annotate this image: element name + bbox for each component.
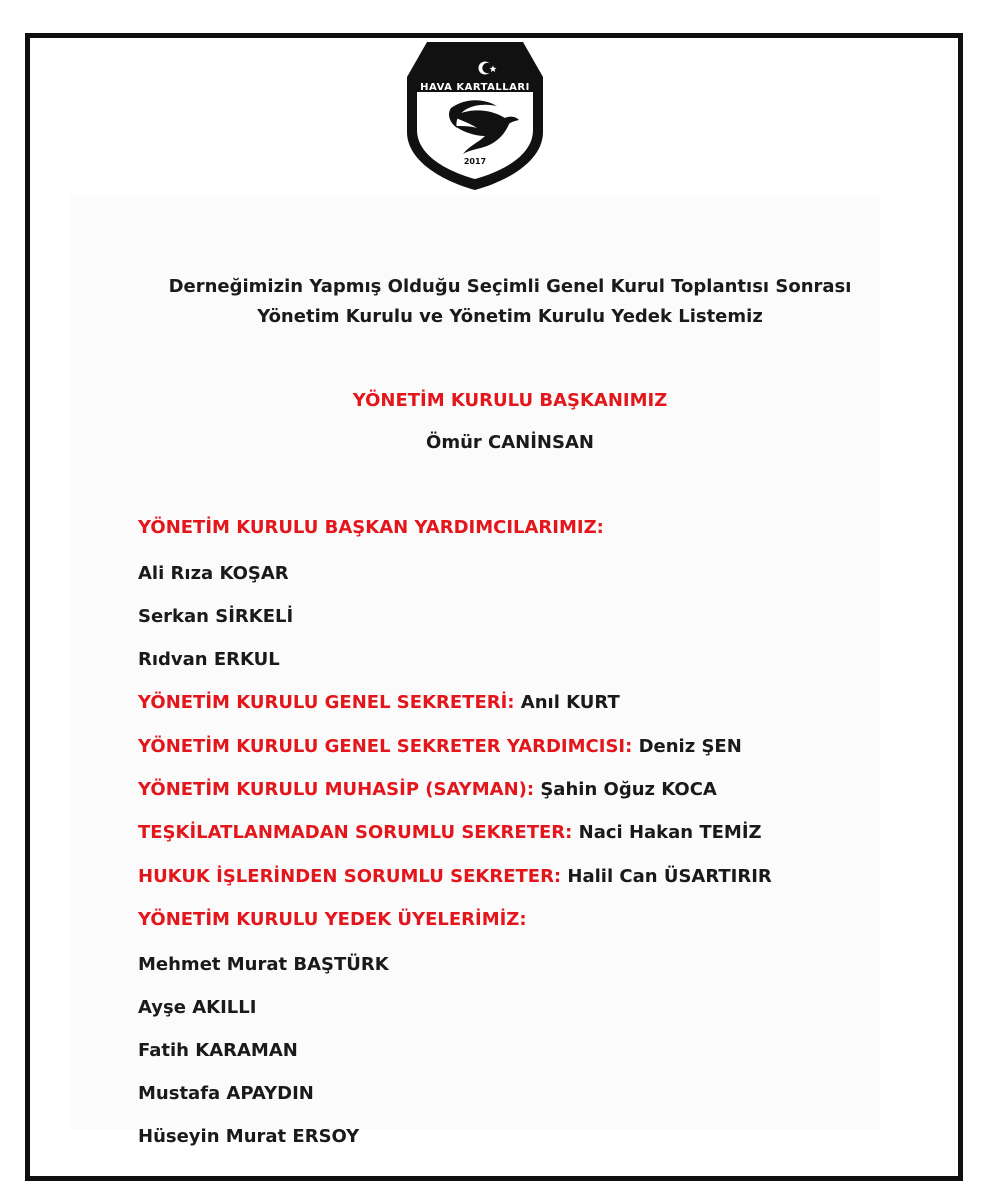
vice-president-name: Rıdvan ERKUL bbox=[138, 649, 280, 670]
logo-year: 2017 bbox=[463, 157, 487, 166]
role-label: YÖNETİM KURULU GENEL SEKRETER YARDIMCISI: bbox=[138, 736, 633, 757]
president-label: YÖNETİM KURULU BAŞKANIMIZ bbox=[352, 390, 668, 411]
vice-presidents-label: YÖNETİM KURULU BAŞKAN YARDIMCILARIMIZ: bbox=[138, 517, 604, 538]
substitute-name: Ayşe AKILLI bbox=[138, 997, 257, 1018]
role-name: Naci Hakan TEMİZ bbox=[578, 822, 762, 843]
role-label: HUKUK İŞLERİNDEN SORUMLU SEKRETER: bbox=[138, 866, 562, 887]
role-treasurer bbox=[138, 779, 717, 800]
hava-kartallari-emblem-icon bbox=[405, 22, 545, 192]
role-deputy-general-secretary bbox=[138, 736, 742, 757]
role-general-secretary bbox=[138, 692, 620, 713]
president-name: Ömür CANİNSAN bbox=[426, 432, 594, 453]
vice-president-name: Serkan SİRKELİ bbox=[138, 606, 294, 627]
substitute-name: Mustafa APAYDIN bbox=[138, 1083, 314, 1104]
role-label: YÖNETİM KURULU MUHASİP (SAYMAN): bbox=[138, 779, 535, 800]
role-organization-secretary bbox=[138, 822, 762, 843]
substitute-name: Hüseyin Murat ERSOY bbox=[138, 1126, 360, 1147]
heading-line-1: Derneğimizin Yapmış Olduğu Seçimli Genel Kurul Toplantısı Sonrası bbox=[168, 276, 852, 297]
role-legal-secretary bbox=[138, 866, 772, 887]
role-label: TEŞKİLATLANMADAN SORUMLU SEKRETER: bbox=[138, 822, 573, 843]
heading-line-2: Yönetim Kurulu ve Yönetim Kurulu Yedek Listemiz bbox=[257, 306, 763, 327]
logo-banner-text: HAVA KARTALLARI bbox=[420, 82, 530, 93]
substitutes-label: YÖNETİM KURULU YEDEK ÜYELERİMİZ: bbox=[138, 909, 527, 930]
role-label: YÖNETİM KURULU GENEL SEKRETERİ: bbox=[138, 692, 515, 713]
substitute-name: Mehmet Murat BAŞTÜRK bbox=[138, 954, 389, 975]
role-name: Halil Can ÜSARTIRIR bbox=[567, 866, 772, 887]
role-name: Anıl KURT bbox=[520, 692, 620, 713]
vice-president-name: Ali Rıza KOŞAR bbox=[138, 563, 289, 584]
substitute-name: Fatih KARAMAN bbox=[138, 1040, 298, 1061]
role-name: Şahin Oğuz KOCA bbox=[540, 779, 717, 800]
role-name: Deniz ŞEN bbox=[638, 736, 742, 757]
